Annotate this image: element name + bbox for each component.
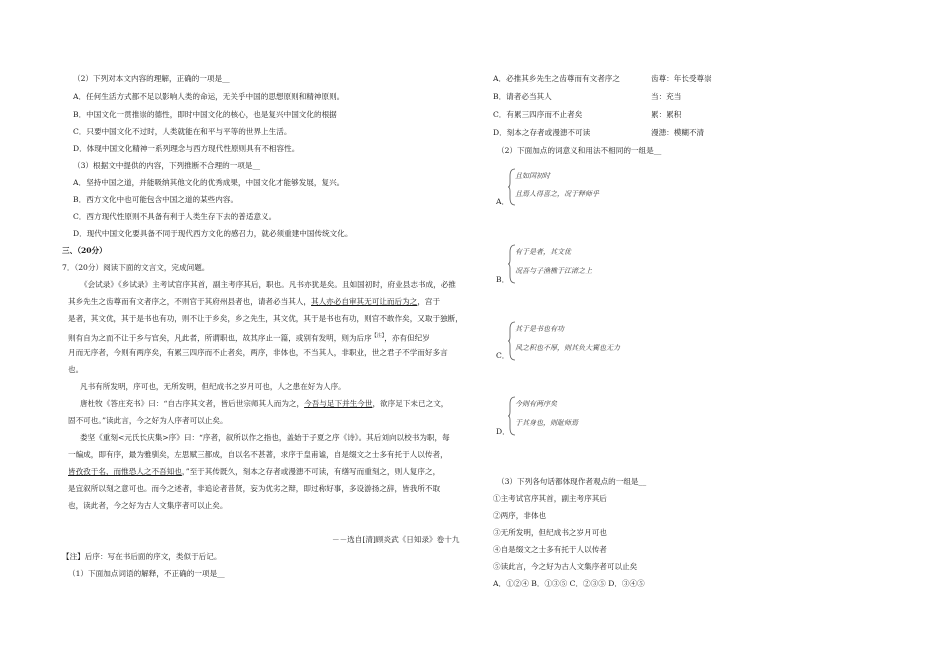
choice-line: 风之积也不厚，则其负大翼也无力 <box>515 344 620 352</box>
passage-line: 是宜叙所以刻之意可也。而今之述者，非追论者昔贤，妄为优劣之辩，即过称好事，多设游扬之辞，皆我所不取 <box>68 484 441 493</box>
option-gloss-b: 当：充当 <box>651 92 682 101</box>
passage-line: 也。 <box>68 365 84 374</box>
option-row-a: A．必推其乡先生之齿尊而有文者序之 <box>493 74 620 83</box>
passage-line: 唐杜牧《答庄充书》曰：“自古序其文者，皆后世宗师其人而为之，今吾与足下并生今世，欲序足下未已之文， <box>80 399 449 408</box>
q3-right-stem: （3）下列各句话都体现作者观点的一组是__ <box>497 477 647 486</box>
q2-option-d: D．体现中国文化精神一系列理念与西方现代性原则具有不相容性。 <box>73 144 300 153</box>
q2-option-b: B．中国文化一贯推崇的德性，即时中国文化的核心，也是复兴中国文化的根据 <box>73 110 337 119</box>
q3-stem: （3）根据文中提供的内容，下列推断不合理的一项是__ <box>73 161 261 170</box>
statement-item: ②两序，非体也 <box>493 511 547 520</box>
underlined-sentence: 其人亦必自审其无可让而后为之 <box>311 297 418 306</box>
passage-paragraph-2: 凡书有所发明，序可也，无所发明，但纪成书之岁月可也，人之患在好为人序。 <box>80 382 346 391</box>
passage-line: 《会试录》《乡试录》主考试官序其首，副主考序其后，职也。凡书亦犹是矣。且如国初时，府业县志书成，必推 <box>80 280 456 289</box>
answer-choices: A．①②④ B．①③⑤ C．②③⑤ D．③④⑤ <box>493 579 645 588</box>
q3-option-d: D．现代中国文化要具备不同于现代西方文化的感召力，就必须重建中国传统文化。 <box>73 229 353 238</box>
option-gloss-c: 累：累积 <box>651 110 682 119</box>
statement-item: ⑤读此言，今之好为古人文集序者可以止矣 <box>493 562 638 571</box>
underlined-sentence: 今吾与足下并生今世 <box>304 399 373 408</box>
choice-line: 且如国初时 <box>515 172 550 180</box>
choice-label: D． <box>496 427 510 436</box>
passage-line: 一编成，即有序，最为雅驯矣，左思赋三都成，自以名不甚著，求序于皇甫谧，自是缀文之士多有托于人以传者， <box>68 450 448 459</box>
passage-line: 固不可也。”读此言，今之好为人序者可以止矣。 <box>68 416 228 425</box>
choice-line: 且焉人得喜之，况于释师乎 <box>515 190 599 198</box>
q3-option-b: B．西方文化中也可能包含中国之道的某些内容。 <box>73 195 239 204</box>
q2-stem: （2）下列对本文内容的理解，正确的一项是__ <box>73 74 230 83</box>
q3-option-a: A．坚持中国之道，并能吸纳其他文化的优秀成果，中国文化才能够发展，复兴。 <box>73 178 345 187</box>
q2-option-c: C．只要中国文化不过时，人类就能在和平与平等的世界上生活。 <box>73 127 292 136</box>
option-gloss-a: 齿尊：年长受尊崇 <box>651 74 712 83</box>
option-gloss-d: 漫漶：模糊不清 <box>651 128 705 137</box>
option-row-d: D．刻本之存者或漫漶不可读 <box>493 128 591 137</box>
annotation: 【注】后序：写在书后面的序文，类似于后记。 <box>62 552 222 561</box>
option-row-b: B．请者必当其人 <box>493 92 552 101</box>
statement-item: ③无所发明，但纪成书之岁月可也 <box>493 528 607 537</box>
passage-line: 皆孜孜于名，而惟恐人之不吾知也，”至于其传既久，刻本之存者或漫漶不可读，有缮写而重刻之，则人复序之， <box>68 467 441 476</box>
option-row-c: C．有累三四序而不止者矣 <box>493 110 583 119</box>
passage-line: 是者，其文优，其于是书也有功，则不让于乡矣，乡之先生，其文优，其于是书也有功，则官不敢作矣，又取于独断， <box>68 314 463 323</box>
passage-line: 则有自为之而不让于乡与官矣，凡此者，所谓职也，故其序止一篇，或别有发明，则为后序$^{【注】}$，亦有但纪岁 <box>68 333 430 343</box>
statement-item: ④自是缀文之士多有托于人以传者 <box>493 545 607 554</box>
passage-line: 月而无序者，今则有两序矣，有累三四序而不止者矣，两序，非体也，不当其人，非职业，世之君子不学而好多言 <box>68 348 448 357</box>
choice-label: A． <box>496 197 510 206</box>
choice-line: 其于是书也有功 <box>515 325 564 333</box>
choice-line: 有于是者，其文优 <box>515 248 571 256</box>
choice-label: B． <box>496 275 510 284</box>
q7-1-stem: （1）下面加点词语的解释，不正确的一项是__ <box>68 569 225 578</box>
source-citation: －－选自[清]顾炎武《日知录》卷十九 <box>332 535 460 544</box>
choice-line: 况吾与子渔樵于江渚之上 <box>515 267 592 275</box>
statement-item: ①主考试官序其首，副主考序其后 <box>493 494 607 503</box>
q2-right-stem: （2）下面加点的词意义和用法不相同的一组是__ <box>497 146 662 155</box>
footnote-marker: 【注】 <box>371 333 385 339</box>
passage-line: 娄坚《重刻<元氏长庆集>序》曰：“序者，叙所以作之指也，盖始于子夏之序《诗》。其后刘向以校书为职，每 <box>80 433 450 442</box>
choice-line: 今则有两序矣 <box>515 400 557 408</box>
q7-stem: 7．（20分）阅读下面的文言文，完成问题。 <box>62 263 210 272</box>
passage-line: 其乡先生之齿尊而有文者序之，不则官于其府州县者也，请者必当其人，其人亦必自审其无可让而后为之，宫于 <box>68 297 441 306</box>
choice-label: C． <box>496 351 510 360</box>
q2-option-a: A．任何生活方式都不足以影响人类的命运，无关乎中国的思想原则和精神原则。 <box>73 92 345 101</box>
q3-option-c: C．西方现代性原则不具备有利于人类生存下去的普适意义。 <box>73 212 277 221</box>
section-heading: 三、（20分） <box>62 246 107 255</box>
choice-line: 于其身也，则耻师焉 <box>515 419 578 427</box>
passage-line: 也，读此者，今之好为古人文集序者可以止矣。 <box>68 501 228 510</box>
underlined-sentence: 皆孜孜于名，而惟恐人之不吾知也 <box>68 467 182 476</box>
